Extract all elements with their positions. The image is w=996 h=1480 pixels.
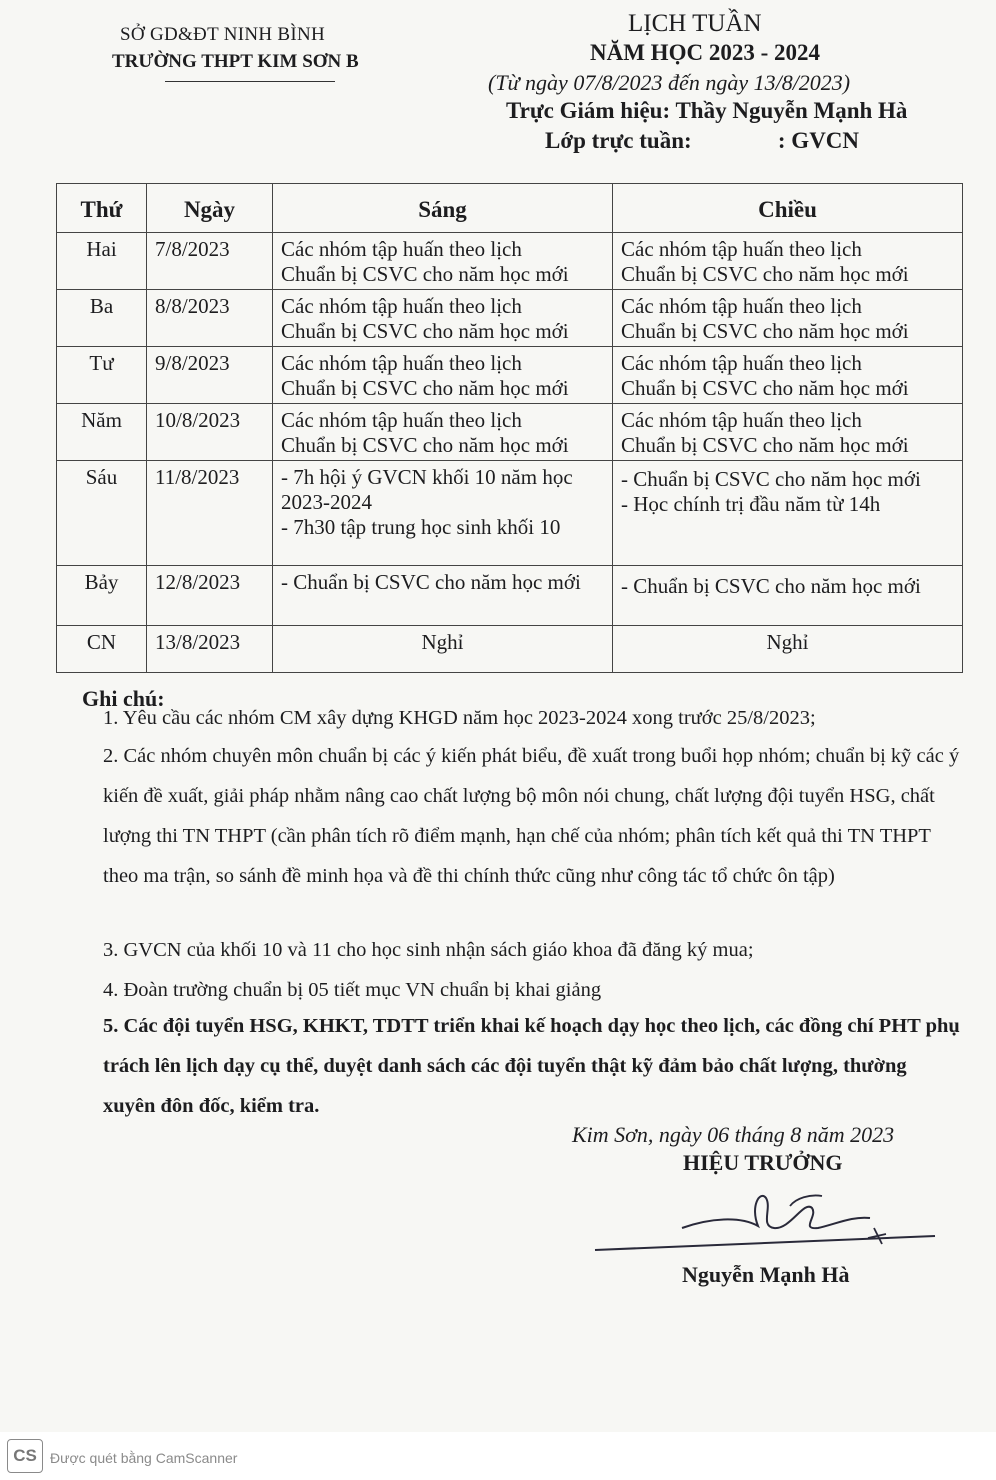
morning-line: Các nhóm tập huấn theo lịch — [281, 294, 522, 318]
afternoon-line: Các nhóm tập huấn theo lịch — [621, 294, 862, 318]
afternoon-line: Chuẩn bị CSVC cho năm học mới — [621, 376, 909, 400]
morning-line: Nghỉ — [421, 630, 464, 654]
date-cell: 11/8/2023 — [147, 461, 273, 566]
morning-cell — [273, 347, 613, 404]
afternoon-cell — [613, 347, 963, 404]
day-cell: CN — [57, 626, 147, 673]
note-item: 4. Đoàn trường chuẩn bị 05 tiết mục VN chuẩn bị khai giảng — [103, 979, 602, 1001]
day-cell: Năm — [57, 404, 147, 461]
table-row — [57, 347, 963, 404]
table-row — [57, 461, 963, 566]
morning-line: Các nhóm tập huấn theo lịch — [281, 351, 522, 375]
day-cell: Sáu — [57, 461, 147, 566]
date-cell: 7/8/2023 — [147, 233, 273, 290]
department-name: SỞ GD&ĐT NINH BÌNH — [120, 24, 326, 45]
duty-board: Trực Giám hiệu: Thầy Nguyễn Mạnh Hà — [506, 98, 908, 123]
note-item: 2. Các nhóm chuyên môn chuẩn bị các ý kiến phát biểu, đề xuất trong buổi họp nhóm; chuẩn bị kỹ các ý kiến đề xuất, giải pháp nhằm nâng cao chất lượng bộ môn nói chung, chất lượng đội tuyển HSG, chất lượng thi TN THPT (cần phân tích rõ điểm mạnh, hạn chế của nhóm; phân tích kết quả thi TN THPT theo ma trận, so sánh đề minh họa và đề thi chính thức cũng như công tác tổ chức ôn tập) — [103, 745, 960, 887]
day-cell: Bảy — [57, 566, 147, 626]
table-row — [57, 233, 963, 290]
date-cell: 10/8/2023 — [147, 404, 273, 461]
afternoon-line: - Học chính trị đầu năm từ 14h — [621, 492, 881, 516]
school-year: NĂM HỌC 2023 - 2024 — [590, 40, 820, 65]
morning-cell — [273, 290, 613, 347]
afternoon-line: Chuẩn bị CSVC cho năm học mới — [621, 433, 909, 457]
morning-cell — [273, 626, 613, 673]
morning-cell — [273, 404, 613, 461]
table-header-row — [57, 184, 963, 233]
date-cell: 13/8/2023 — [147, 626, 273, 673]
afternoon-cell — [613, 626, 963, 673]
header-afternoon: Chiều — [613, 184, 963, 233]
header-morning: Sáng — [273, 184, 613, 233]
date-cell: 12/8/2023 — [147, 566, 273, 626]
table-row — [57, 626, 963, 673]
day-cell: Tư — [57, 347, 147, 404]
morning-cell — [273, 566, 613, 626]
afternoon-line: Các nhóm tập huấn theo lịch — [621, 351, 862, 375]
table-row — [57, 404, 963, 461]
afternoon-line: Chuẩn bị CSVC cho năm học mới — [621, 319, 909, 343]
scanner-watermark-text: Được quét bằng CamScanner — [50, 1450, 238, 1466]
day-cell: Ba — [57, 290, 147, 347]
date-range: (Từ ngày 07/8/2023 đến ngày 13/8/2023) — [488, 70, 851, 95]
morning-line: - 7h30 tập trung học sinh khối 10 — [281, 515, 561, 539]
camscanner-logo: CS — [7, 1439, 43, 1473]
afternoon-line: Nghỉ — [766, 630, 809, 654]
morning-line: Chuẩn bị CSVC cho năm học mới — [281, 376, 569, 400]
afternoon-line: - Chuẩn bị CSVC cho năm học mới — [621, 574, 921, 598]
morning-line: Các nhóm tập huấn theo lịch — [281, 237, 522, 261]
date-cell: 9/8/2023 — [147, 347, 273, 404]
afternoon-cell — [613, 290, 963, 347]
school-name: TRƯỜNG THPT KIM SƠN B — [112, 51, 359, 72]
afternoon-cell — [613, 566, 963, 626]
signer-name: Nguyễn Mạnh Hà — [682, 1262, 850, 1287]
afternoon-cell — [613, 233, 963, 290]
morning-line: Chuẩn bị CSVC cho năm học mới — [281, 262, 569, 286]
morning-cell — [273, 461, 613, 566]
duty-class: Lớp trực tuần: : GVCN — [545, 128, 860, 153]
afternoon-line: Các nhóm tập huấn theo lịch — [621, 408, 862, 432]
signer-role: HIỆU TRƯỞNG — [683, 1150, 843, 1175]
note-item: 1. Yêu cầu các nhóm CM xây dựng KHGD năm học 2023-2024 xong trước 25/8/2023; — [103, 707, 816, 729]
header-date: Ngày — [147, 184, 273, 233]
table-row — [57, 566, 963, 626]
weekly-schedule-table — [56, 183, 963, 673]
morning-cell — [273, 233, 613, 290]
table-row — [57, 290, 963, 347]
document-title: LỊCH TUẦN — [628, 10, 762, 37]
afternoon-line: Các nhóm tập huấn theo lịch — [621, 237, 862, 261]
afternoon-cell — [613, 461, 963, 566]
afternoon-cell — [613, 404, 963, 461]
morning-line: Chuẩn bị CSVC cho năm học mới — [281, 433, 569, 457]
afternoon-line: - Chuẩn bị CSVC cho năm học mới — [621, 467, 921, 491]
date-cell: 8/8/2023 — [147, 290, 273, 347]
notes-title: Ghi chú: — [82, 686, 165, 711]
place-date: Kim Sơn, ngày 06 tháng 8 năm 2023 — [572, 1122, 895, 1147]
note-item: 3. GVCN của khối 10 và 11 cho học sinh nhận sách giáo khoa đã đăng ký mua; — [103, 939, 754, 961]
morning-line: Chuẩn bị CSVC cho năm học mới — [281, 319, 569, 343]
day-cell: Hai — [57, 233, 147, 290]
morning-line: - Chuẩn bị CSVC cho năm học mới — [281, 570, 581, 594]
afternoon-line: Chuẩn bị CSVC cho năm học mới — [621, 262, 909, 286]
school-underline — [165, 81, 335, 82]
handwritten-signature — [590, 1178, 940, 1268]
header-day: Thứ — [57, 184, 147, 233]
note-item: 5. Các đội tuyển HSG, KHKT, TDTT triển khai kế hoạch dạy học theo lịch, các đồng chí PHT phụ trách lên lịch dạy cụ thể, duyệt danh sách các đội tuyển thật kỹ đảm bảo chất lượng, thường xuyên đôn đốc, kiểm tra. — [103, 1015, 960, 1117]
morning-line: - 7h hội ý GVCN khối 10 năm học 2023-2024 — [281, 465, 573, 514]
morning-line: Các nhóm tập huấn theo lịch — [281, 408, 522, 432]
